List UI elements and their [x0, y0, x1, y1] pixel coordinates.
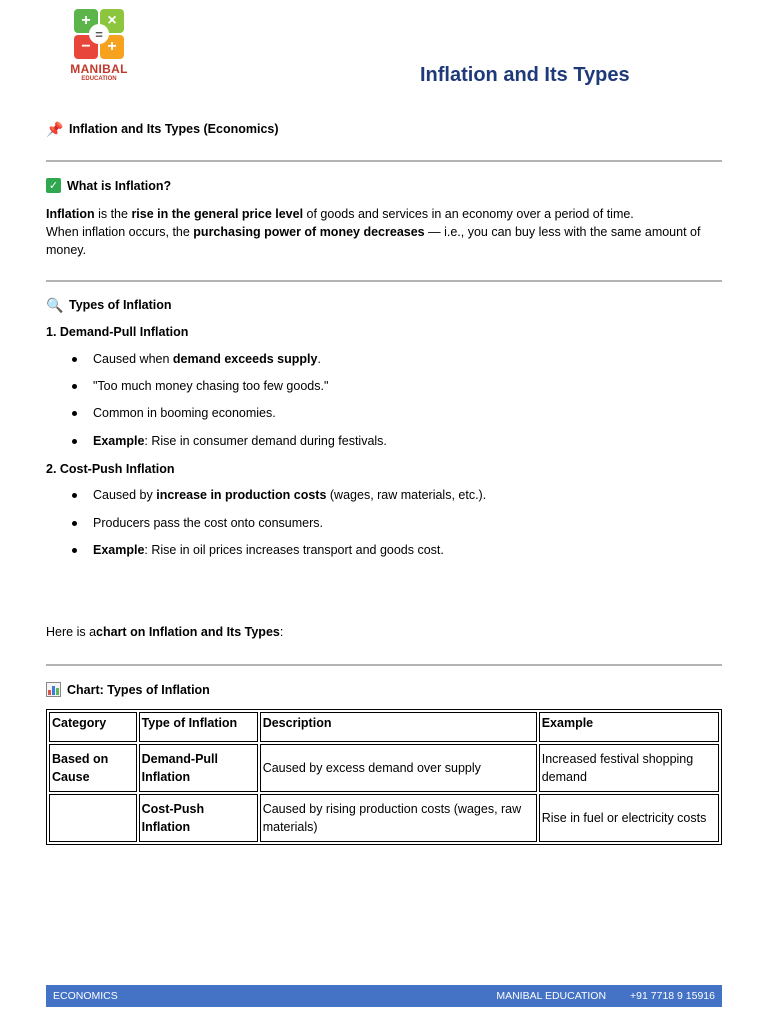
bullet-icon: [72, 521, 77, 526]
bullet-icon: [72, 411, 77, 416]
table-row: [49, 794, 719, 842]
divider: [46, 280, 722, 282]
plus-icon: +: [100, 35, 124, 59]
list-item: "Too much money chasing too few goods.": [72, 379, 328, 393]
check-icon: ✓: [46, 178, 61, 193]
inflation-definition: Inflation is the rise in the general price level of goods and services in an economy over a period of time. When inflation occurs, the purchasing power of money decreases — i.e., you can buy less with the same amount of money.: [46, 207, 701, 257]
bullet-icon: [72, 439, 77, 444]
bar-chart-icon: [46, 682, 61, 697]
cost-push-title: 2. Cost-Push Inflation: [46, 462, 175, 476]
footer-subject: ECONOMICS: [53, 990, 118, 1002]
chart-intro: Here is a chart on Inflation and Its Types :: [46, 625, 284, 639]
bullet-icon: [72, 548, 77, 553]
list-item: Example: Rise in oil prices increases transport and goods cost.: [72, 543, 444, 557]
table-row: [49, 744, 719, 792]
table-cell: Increased festival shopping demand: [539, 744, 719, 792]
table-cell: Cost-Push Inflation: [139, 794, 258, 842]
logo-mark: [74, 9, 124, 59]
table-cell: Caused by rising production costs (wages, raw materials): [260, 794, 537, 842]
column-header: Example: [539, 712, 719, 742]
list-item: Caused when demand exceeds supply.: [72, 352, 321, 366]
column-header: Description: [260, 712, 537, 742]
demand-pull-title: 1. Demand-Pull Inflation: [46, 325, 189, 339]
chart-heading: Chart: Types of Inflation: [46, 682, 210, 697]
divider: [46, 664, 722, 666]
table-cell: [49, 794, 137, 842]
bullet-icon: [72, 384, 77, 389]
plus-icon: +: [74, 9, 98, 33]
column-header: Category: [49, 712, 137, 742]
table-cell: Caused by excess demand over supply: [260, 744, 537, 792]
logo: [66, 9, 132, 82]
list-item: Producers pass the cost onto consumers.: [72, 516, 323, 530]
footer-brand: MANIBAL EDUCATION: [496, 990, 607, 1002]
footer-phone: +91 7718 9 15916: [630, 990, 715, 1002]
list-item: Common in booming economies.: [72, 406, 276, 420]
page-footer: [46, 985, 722, 1007]
column-header: Type of Inflation: [139, 712, 258, 742]
list-item: Caused by increase in production costs (wages, raw materials, etc.).: [72, 488, 486, 502]
table-cell: Rise in fuel or electricity costs: [539, 794, 719, 842]
inflation-types-table: [46, 709, 722, 845]
document-subtitle: 📌 Inflation and Its Types (Economics): [46, 120, 279, 137]
bullet-icon: [72, 493, 77, 498]
table-cell: Demand-Pull Inflation: [139, 744, 258, 792]
page-title: Inflation and Its Types: [420, 64, 630, 86]
equals-icon: =: [89, 24, 109, 44]
pushpin-icon: 📌: [46, 120, 64, 137]
list-item: Example: Rise in consumer demand during festivals.: [72, 434, 387, 448]
types-heading: 🔍 Types of Inflation: [46, 296, 172, 313]
magnifier-icon: 🔍: [46, 296, 64, 313]
logo-subtitle: EDUCATION: [81, 76, 117, 82]
divider: [46, 160, 722, 162]
table-cell: Based on Cause: [49, 744, 137, 792]
what-is-heading: ✓ What is Inflation?: [46, 178, 171, 193]
multiply-icon: ×: [100, 9, 124, 33]
logo-name: MANIBAL: [70, 62, 128, 76]
minus-icon: −: [74, 35, 98, 59]
table-header-row: [49, 712, 719, 742]
bullet-icon: [72, 357, 77, 362]
